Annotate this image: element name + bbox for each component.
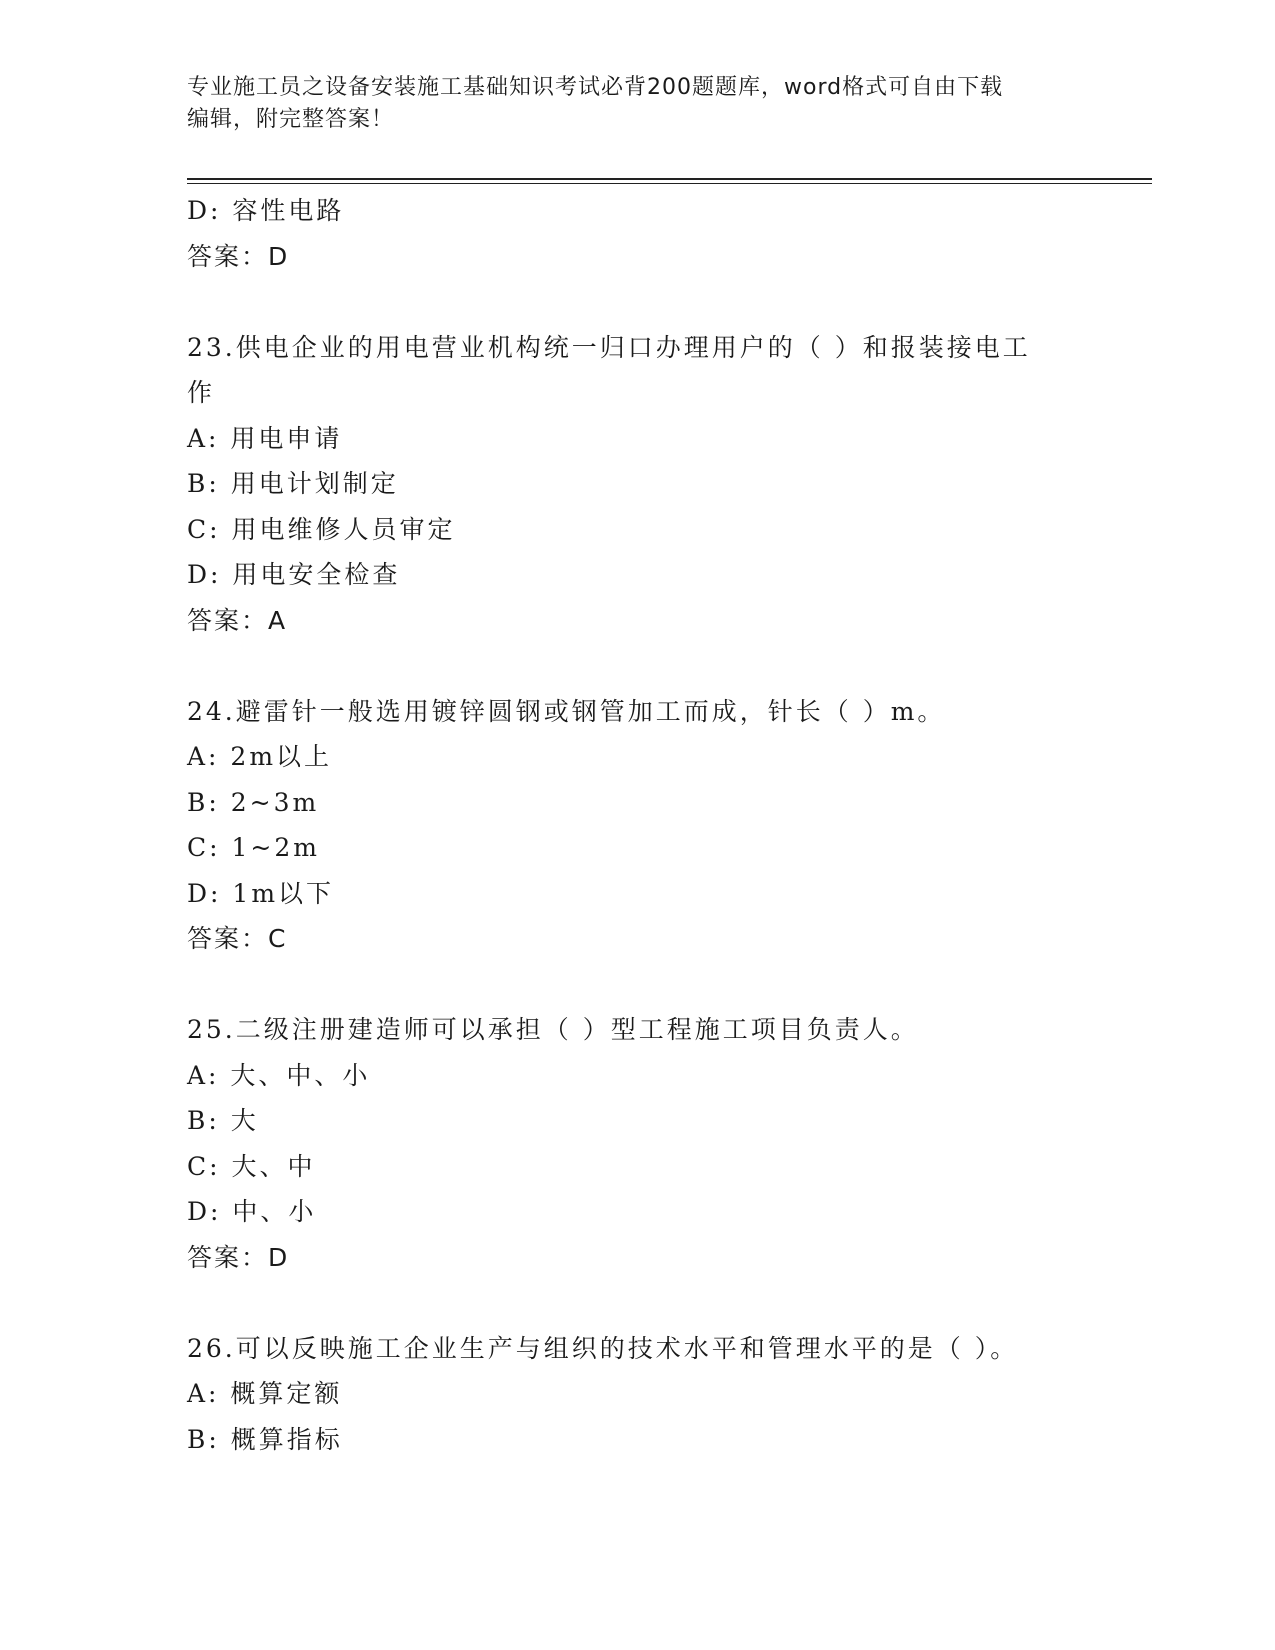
question-25 [187,1007,1087,1280]
question-26 [187,1326,1087,1463]
header-divider-thin [187,183,1152,184]
question-24-option-b: B: 2~3m [187,787,320,817]
header-title-line2: 编辑，附完整答案！ [187,107,395,132]
question-25-option-b: B: 大 [187,1106,259,1135]
header-divider-thick [187,178,1152,180]
question-content [187,188,1087,1462]
question-24-option-c: C: 1~2m [187,833,320,862]
question-23-option-a: A: 用电申请 [187,423,343,453]
spacer [187,279,1087,325]
question-23-stem-line1: 23.供电企业的用电营业机构统一归口办理用户的（ ）和报装接电工 [187,332,1031,362]
question-26-stem: 26.可以反映施工企业生产与组织的技术水平和管理水平的是（ ）。 [187,1333,1019,1363]
question-24 [187,689,1087,962]
question-23-stem-line2: 作 [187,378,216,407]
spacer [187,962,1087,1008]
question-25-stem: 25.二级注册建造师可以承担（ ）型工程施工项目负责人。 [187,1015,919,1044]
question-23 [187,325,1087,644]
spacer [187,643,1087,689]
question-26-option-b: B: 概算指标 [187,1424,343,1454]
question-25-option-c: C: 大、中 [187,1151,316,1181]
question-25-option-d: D: 中、小 [187,1197,317,1226]
page-header [187,72,1087,136]
question-23-answer: 答案：A [187,605,288,635]
question-25-answer: 答案：D [187,1242,290,1272]
prev-answer: 答案：D [187,241,290,271]
header-title-line1: 专业施工员之设备安装施工基础知识考试必背200题题库，word格式可自由下载 [187,75,1004,100]
question-23-option-b: B: 用电计划制定 [187,469,399,498]
question-25-option-a: A: 大、中、小 [187,1060,371,1090]
question-24-option-a: A: 2m以上 [187,742,333,771]
question-26-option-a: A: 概算定额 [187,1379,343,1408]
question-23-option-c: C: 用电维修人员审定 [187,514,456,544]
prev-option-d: D: 容性电路 [187,196,345,225]
question-24-option-d: D: 1m以下 [187,878,335,908]
spacer [187,1280,1087,1326]
question-24-stem: 24.避雷针一般选用镀锌圆钢或钢管加工而成，针长（ ）m。 [187,696,946,726]
question-24-answer: 答案：C [187,924,288,953]
question-23-option-d: D: 用电安全检查 [187,560,401,589]
